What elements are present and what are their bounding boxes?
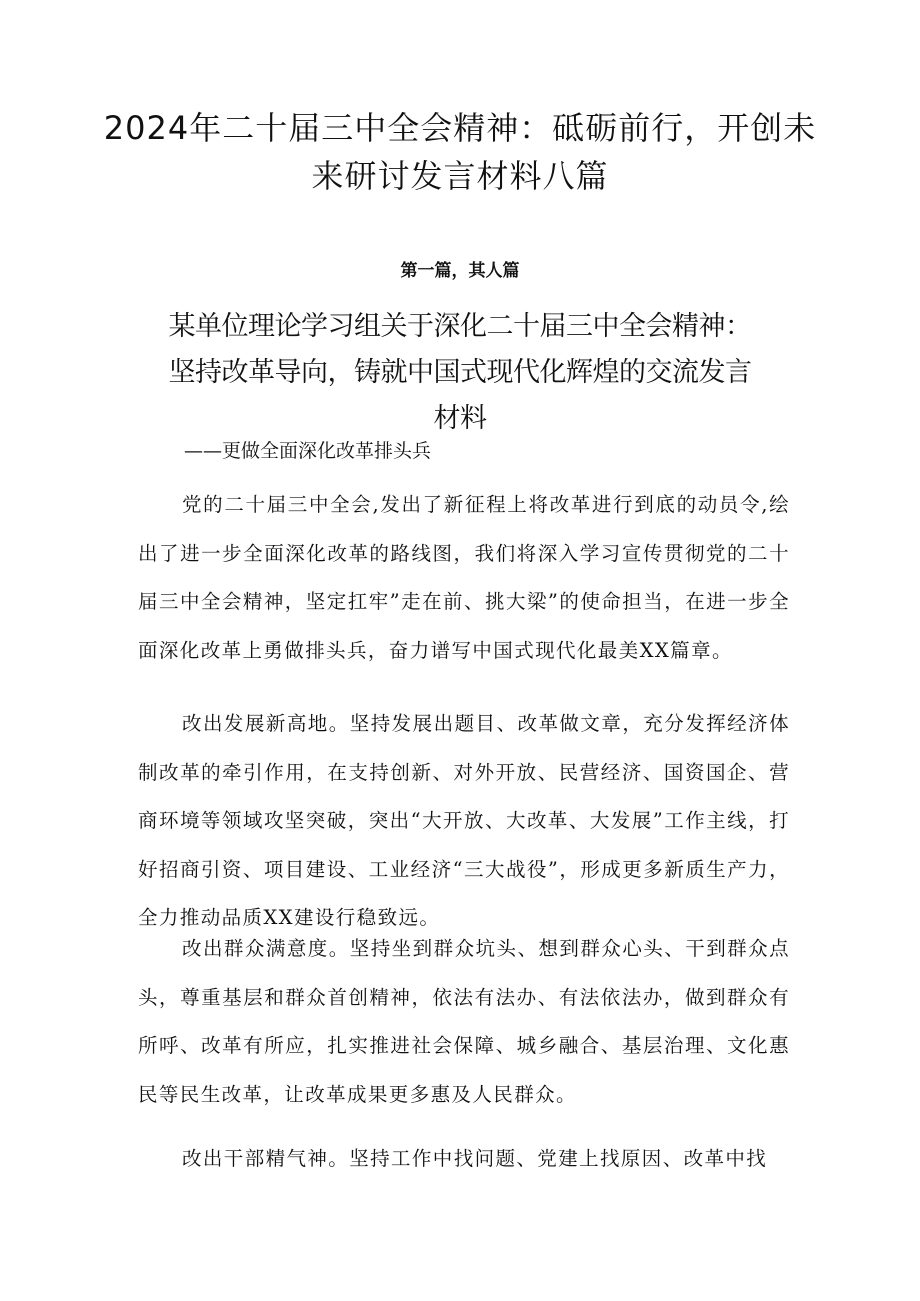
paragraph-development: 改出发展新高地。坚持发展出题目、改革做文章，充分发挥经济体制改革的牵引作用，在支持创新、对外开放、民营经济、国资国企、营商环境等领域攻坚突破，突出“大开放、大改革、大发展”工作主线，打好招商引资、项目建设、工业经济“三大战役”，形成更多新质生产力，全力推动品质XX建设行稳致远。	[138, 712, 790, 929]
article-byline: ——更做全面深化改革排头兵	[184, 440, 432, 462]
paragraph-satisfaction: 改出群众满意度。坚持坐到群众坑头、想到群众心头、干到群众点头，尊重基层和群众首创精神，依法有法办、有法依法办，做到群众有所呼、改革有所应，扎实推进社会保障、城乡融合、基层治理、文化惠民等民生改革，让改革成果更多惠及人民群众。	[138, 937, 790, 1106]
document-title: 2024年二十届三中全会精神：砥砺前行，开创未来研讨发言材料八篇	[103, 109, 817, 195]
article-title: 某单位理论学习组关于深化二十届三中全会精神：坚持改革导向，铸就中国式现代化辉煌的交流发言材料	[168, 311, 752, 434]
paragraph-cadre-spirit: 改出干部精气神。坚持工作中找问题、党建上找原因、改革中找	[182, 1147, 768, 1170]
section-label: 第一篇，其人篇	[400, 261, 520, 281]
paragraph-intro: 党的二十届三中全会,发出了新征程上将改革进行到底的动员令,绘出了进一步全面深化改革的路线图，我们将深入学习宣传贯彻党的二十届三中全会精神，坚定扛牢”走在前、挑大梁”的使命担当，在进一步全面深化改革上勇做排头兵，奋力谱写中国式现代化最美XX篇章。	[138, 493, 790, 662]
